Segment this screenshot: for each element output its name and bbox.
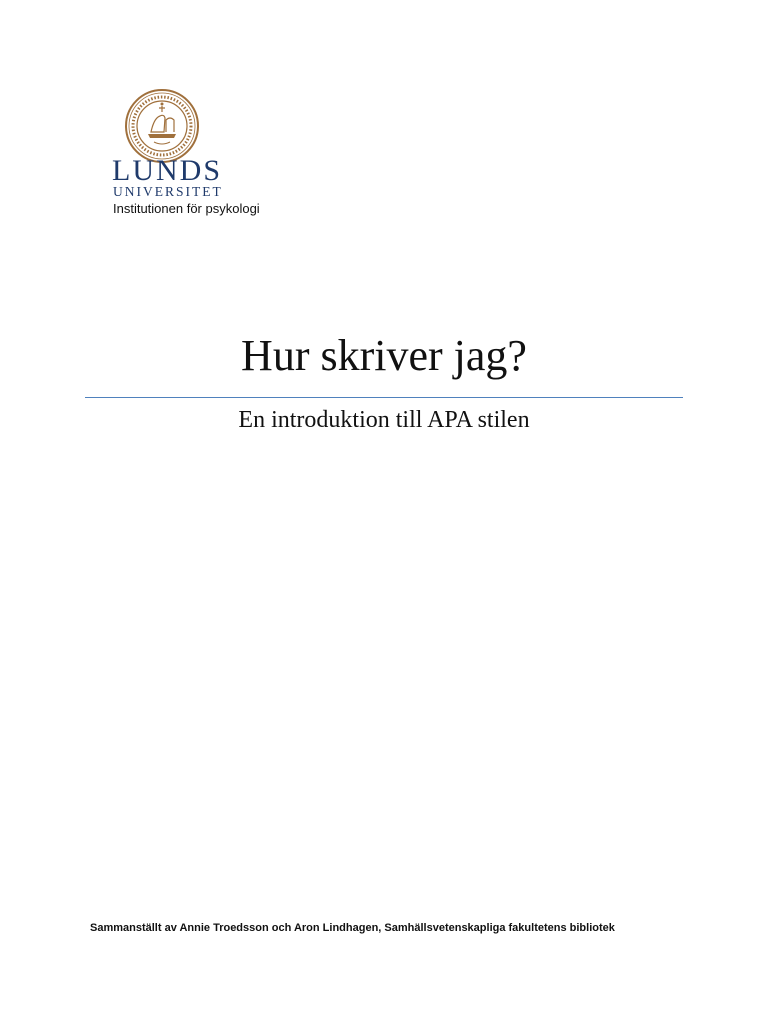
wordmark-universitet: UNIVERSITET [113, 184, 223, 199]
department-name: Institutionen för psykologi [113, 201, 260, 216]
university-seal-icon [124, 88, 200, 164]
title-divider [85, 397, 683, 398]
wordmark-lunds: LUNDS [112, 154, 223, 187]
document-subtitle: En introduktion till APA stilen [238, 407, 530, 433]
document-title: Hur skriver jag? [241, 331, 527, 380]
credits-line: Sammanställt av Annie Troedsson och Aron Lindhagen, Samhällsvetenskapliga fakultetens bibliotek [90, 922, 615, 934]
university-logo [112, 88, 312, 228]
